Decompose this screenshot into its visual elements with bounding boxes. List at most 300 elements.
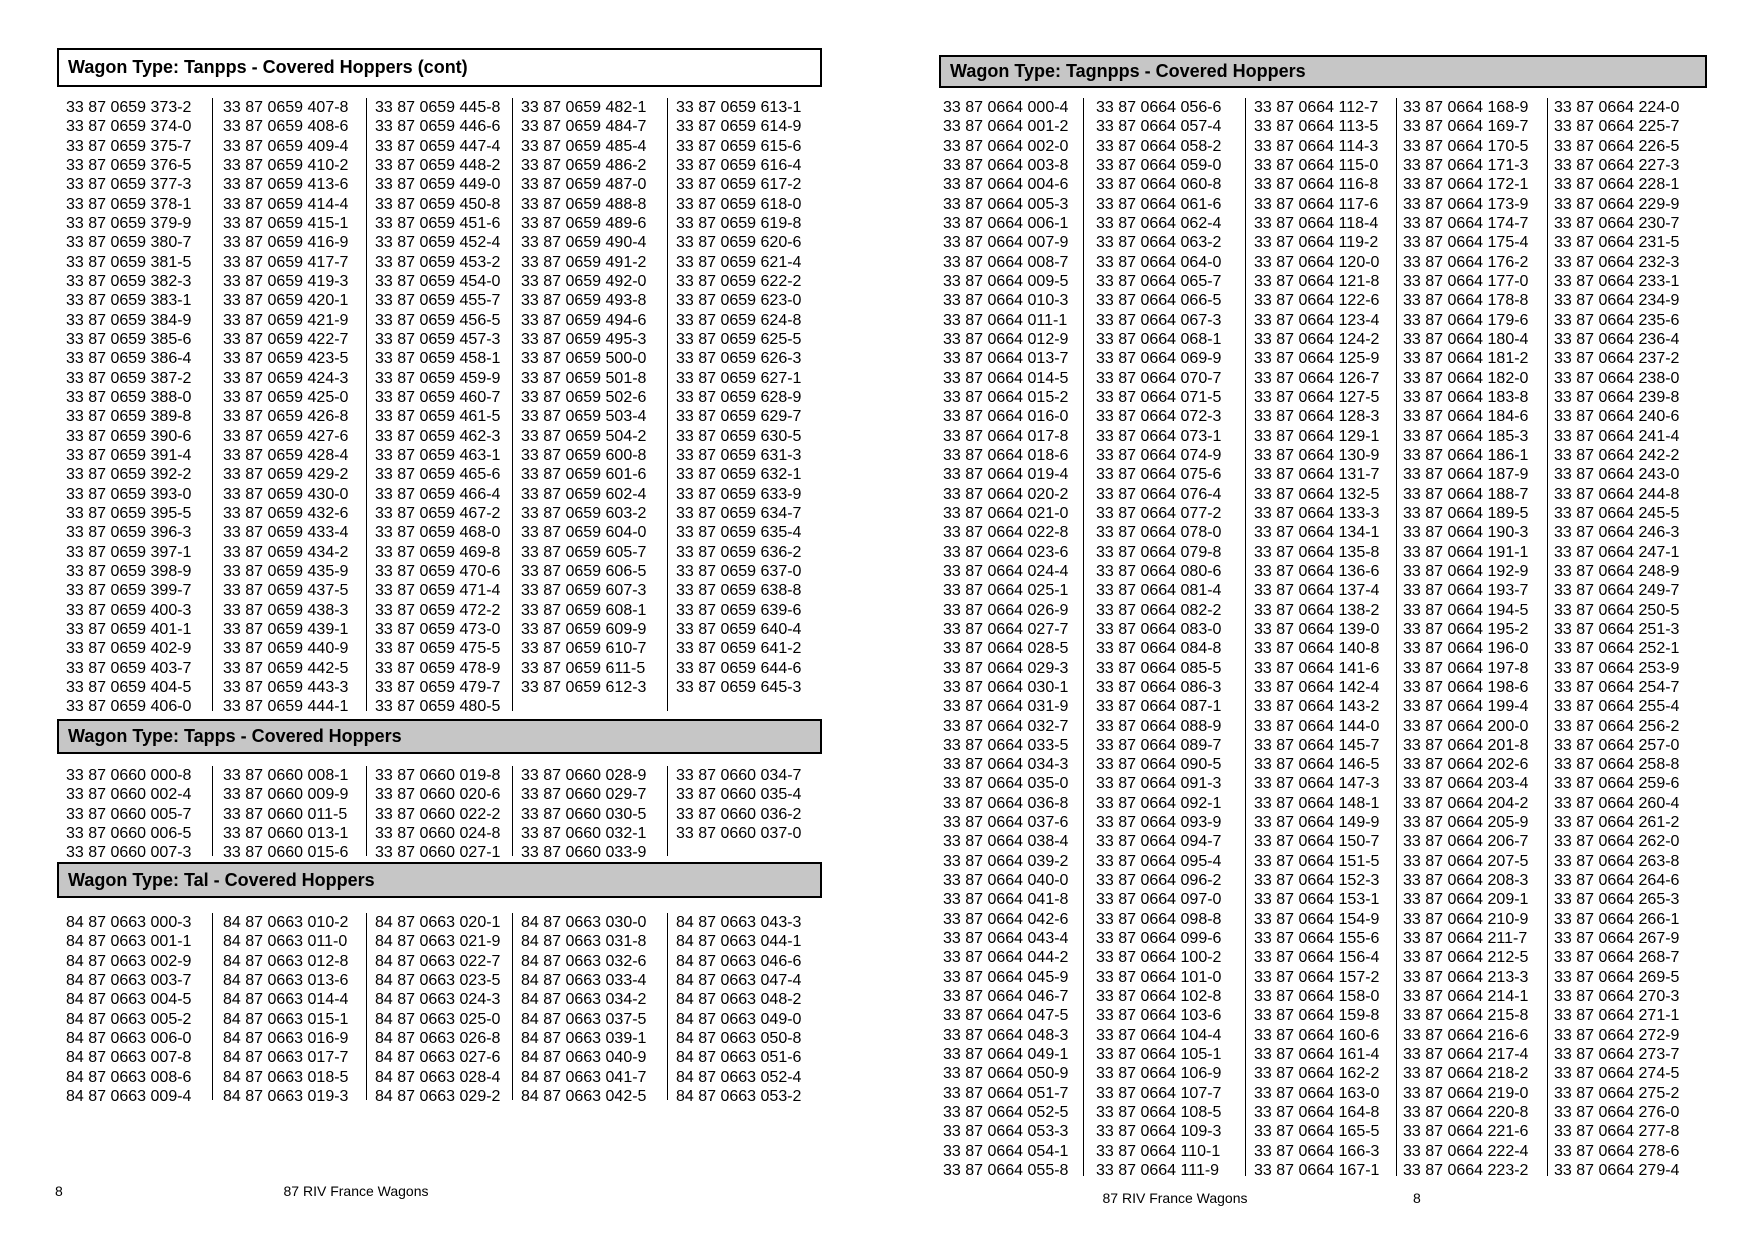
wagon-number: 84 87 0663 039-1 xyxy=(521,1029,647,1047)
wagon-number: 33 87 0659 471-4 xyxy=(375,582,501,600)
wagon-number: 33 87 0664 186-1 xyxy=(1403,446,1529,464)
wagon-number: 33 87 0664 173-9 xyxy=(1403,195,1529,213)
wagon-number: 84 87 0663 019-3 xyxy=(223,1087,349,1105)
wagon-number: 33 87 0664 162-2 xyxy=(1254,1065,1380,1083)
wagon-number: 33 87 0660 036-2 xyxy=(676,805,802,823)
wagon-number: 33 87 0664 003-8 xyxy=(943,156,1069,174)
wagon-number: 33 87 0664 210-9 xyxy=(1403,910,1529,928)
wagon-number: 33 87 0664 090-5 xyxy=(1096,756,1222,774)
wagon-number: 33 87 0659 457-3 xyxy=(375,330,501,348)
wagon-number: 33 87 0664 014-5 xyxy=(943,369,1069,387)
wagon-number: 84 87 0663 001-1 xyxy=(66,933,192,951)
wagon-number: 33 87 0664 262-0 xyxy=(1554,833,1680,851)
wagon-number: 33 87 0664 080-6 xyxy=(1096,562,1222,580)
wagon-number: 33 87 0664 050-9 xyxy=(943,1065,1069,1083)
wagon-number: 33 87 0664 184-6 xyxy=(1403,408,1529,426)
wagon-number: 33 87 0659 624-8 xyxy=(676,311,802,329)
wagon-number: 33 87 0664 044-2 xyxy=(943,949,1069,967)
wagon-number: 33 87 0664 279-4 xyxy=(1554,1162,1680,1180)
wagon-number: 84 87 0663 031-8 xyxy=(521,933,647,951)
wagon-number: 84 87 0663 052-4 xyxy=(676,1068,802,1086)
wagon-number: 33 87 0659 427-6 xyxy=(223,427,349,445)
wagon-number: 84 87 0663 029-2 xyxy=(375,1087,501,1105)
wagon-number: 33 87 0664 277-8 xyxy=(1554,1123,1680,1141)
wagon-number: 33 87 0659 486-2 xyxy=(521,156,647,174)
wagon-number: 33 87 0659 467-2 xyxy=(375,504,501,522)
wagon-number: 33 87 0664 268-7 xyxy=(1554,949,1680,967)
wagon-number: 33 87 0664 049-1 xyxy=(943,1046,1069,1064)
wagon-number: 33 87 0664 076-4 xyxy=(1096,485,1222,503)
wagon-number: 33 87 0659 488-8 xyxy=(521,195,647,213)
wagon-number: 33 87 0659 641-2 xyxy=(676,640,802,658)
wagon-number: 33 87 0659 373-2 xyxy=(66,99,192,116)
wagon-number: 33 87 0659 495-3 xyxy=(521,330,647,348)
wagon-number: 33 87 0664 160-6 xyxy=(1254,1026,1380,1044)
wagon-number: 84 87 0663 011-0 xyxy=(223,933,348,951)
wagon-number: 33 87 0664 010-3 xyxy=(943,292,1069,310)
wagon-number: 33 87 0659 463-1 xyxy=(375,446,501,464)
wagon-number: 84 87 0663 000-3 xyxy=(66,914,192,931)
wagon-number: 33 87 0659 406-0 xyxy=(66,698,192,716)
wagon-number: 33 87 0664 043-4 xyxy=(943,930,1069,948)
wagon-number: 33 87 0664 230-7 xyxy=(1554,214,1680,232)
wagon-number: 84 87 0663 048-2 xyxy=(676,991,802,1009)
wagon-number: 33 87 0664 088-9 xyxy=(1096,717,1222,735)
wagon-number: 33 87 0664 236-4 xyxy=(1554,330,1680,348)
wagon-number: 33 87 0664 243-0 xyxy=(1554,466,1680,484)
wagon-number: 33 87 0659 614-9 xyxy=(676,118,802,136)
wagon-number: 33 87 0659 375-7 xyxy=(66,137,192,155)
wagon-number: 33 87 0659 391-4 xyxy=(66,446,192,464)
wagon-number: 33 87 0664 115-0 xyxy=(1254,156,1379,174)
wagon-number: 33 87 0659 458-1 xyxy=(375,350,501,368)
section-table-tagnpps xyxy=(939,92,1707,1180)
wagon-number: 33 87 0660 009-9 xyxy=(223,786,349,804)
wagon-number: 84 87 0663 043-3 xyxy=(676,914,802,931)
wagon-number: 33 87 0664 151-5 xyxy=(1254,852,1380,870)
wagon-number: 33 87 0664 019-4 xyxy=(943,466,1069,484)
wagon-number: 33 87 0664 204-2 xyxy=(1403,794,1529,812)
wagon-number: 33 87 0659 432-6 xyxy=(223,504,349,522)
wagon-number: 33 87 0664 091-3 xyxy=(1096,775,1222,793)
wagon-number: 33 87 0659 494-6 xyxy=(521,311,647,329)
wagon-number: 33 87 0664 219-0 xyxy=(1403,1084,1529,1102)
wagon-number: 33 87 0660 020-6 xyxy=(375,786,501,804)
wagon-number: 33 87 0659 380-7 xyxy=(66,234,192,252)
wagon-number: 33 87 0659 410-2 xyxy=(223,156,349,174)
wagon-number: 33 87 0664 054-1 xyxy=(943,1142,1069,1160)
wagon-number: 33 87 0659 633-9 xyxy=(676,485,802,503)
wagon-number: 33 87 0664 238-0 xyxy=(1554,369,1680,387)
wagon-number: 33 87 0659 440-9 xyxy=(223,640,349,658)
wagon-number: 33 87 0659 404-5 xyxy=(66,678,192,696)
wagon-number: 84 87 0663 026-8 xyxy=(375,1029,501,1047)
wagon-number: 33 87 0664 017-8 xyxy=(943,427,1069,445)
wagon-number: 33 87 0664 187-9 xyxy=(1403,466,1529,484)
wagon-number: 33 87 0660 027-1 xyxy=(375,844,501,862)
wagon-number: 33 87 0659 475-5 xyxy=(375,640,501,658)
wagon-number: 33 87 0664 140-8 xyxy=(1254,640,1380,658)
wagon-number: 84 87 0663 032-6 xyxy=(521,952,647,970)
wagon-number: 33 87 0664 072-3 xyxy=(1096,408,1222,426)
wagon-number: 33 87 0659 607-3 xyxy=(521,582,647,600)
wagon-number: 33 87 0659 383-1 xyxy=(66,292,192,310)
wagon-number: 33 87 0664 025-1 xyxy=(943,582,1069,600)
wagon-number: 33 87 0664 221-6 xyxy=(1403,1123,1529,1141)
wagon-number: 84 87 0663 046-6 xyxy=(676,952,802,970)
wagon-number: 33 87 0659 429-2 xyxy=(223,466,349,484)
wagon-number: 33 87 0659 437-5 xyxy=(223,582,349,600)
wagon-number: 33 87 0664 154-9 xyxy=(1254,910,1380,928)
wagon-number: 33 87 0664 242-2 xyxy=(1554,446,1680,464)
wagon-number: 33 87 0659 469-8 xyxy=(375,543,501,561)
wagon-number: 33 87 0664 119-2 xyxy=(1254,234,1379,252)
wagon-number: 33 87 0659 639-6 xyxy=(676,601,802,619)
wagon-number: 33 87 0664 220-8 xyxy=(1403,1104,1529,1122)
wagon-number: 33 87 0659 454-0 xyxy=(375,272,501,290)
wagon-number: 33 87 0664 274-5 xyxy=(1554,1065,1680,1083)
wagon-number: 84 87 0663 006-0 xyxy=(66,1029,192,1047)
wagon-number: 33 87 0659 604-0 xyxy=(521,524,647,542)
wagon-number: 33 87 0664 023-6 xyxy=(943,543,1069,561)
wagon-number: 33 87 0659 638-8 xyxy=(676,582,802,600)
wagon-number: 84 87 0663 033-4 xyxy=(521,971,647,989)
wagon-number: 33 87 0659 606-5 xyxy=(521,562,647,580)
wagon-number: 33 87 0660 008-1 xyxy=(223,767,349,784)
wagon-number: 33 87 0664 027-7 xyxy=(943,620,1069,638)
wagon-number: 33 87 0664 185-3 xyxy=(1403,427,1529,445)
wagon-number: 33 87 0664 068-1 xyxy=(1096,330,1222,348)
wagon-number: 33 87 0660 007-3 xyxy=(66,844,192,862)
wagon-number: 33 87 0659 635-4 xyxy=(676,524,802,542)
wagon-number: 33 87 0664 026-9 xyxy=(943,601,1069,619)
wagon-number: 33 87 0659 473-0 xyxy=(375,620,501,638)
wagon-number: 33 87 0659 407-8 xyxy=(223,99,349,116)
wagon-number: 33 87 0664 061-6 xyxy=(1096,195,1222,213)
wagon-number: 33 87 0660 000-8 xyxy=(66,767,192,784)
wagon-number: 33 87 0664 156-4 xyxy=(1254,949,1380,967)
wagon-number: 33 87 0664 263-8 xyxy=(1554,852,1680,870)
wagon-number: 33 87 0664 143-2 xyxy=(1254,698,1380,716)
wagon-number: 33 87 0664 183-8 xyxy=(1403,388,1529,406)
wagon-number: 33 87 0660 033-9 xyxy=(521,844,647,862)
wagon-number: 33 87 0664 147-3 xyxy=(1254,775,1380,793)
wagon-number: 33 87 0664 170-5 xyxy=(1403,137,1529,155)
wagon-number: 33 87 0664 271-1 xyxy=(1554,1007,1680,1025)
wagon-number: 33 87 0659 382-3 xyxy=(66,272,192,290)
wagon-number: 33 87 0664 040-0 xyxy=(943,872,1069,890)
wagon-number: 33 87 0664 093-9 xyxy=(1096,814,1222,832)
wagon-number: 33 87 0659 628-9 xyxy=(676,388,802,406)
wagon-number: 33 87 0664 194-5 xyxy=(1403,601,1529,619)
wagon-number: 33 87 0664 005-3 xyxy=(943,195,1069,213)
wagon-number: 84 87 0663 025-0 xyxy=(375,1010,501,1028)
wagon-number: 33 87 0664 069-9 xyxy=(1096,350,1222,368)
wagon-number: 33 87 0664 112-7 xyxy=(1254,99,1379,116)
wagon-number: 33 87 0664 227-3 xyxy=(1554,156,1680,174)
wagon-number: 33 87 0664 122-6 xyxy=(1254,292,1380,310)
wagon-number: 84 87 0663 030-0 xyxy=(521,914,647,931)
wagon-number: 33 87 0664 172-1 xyxy=(1403,176,1529,194)
wagon-number-column-5 xyxy=(667,766,822,856)
wagon-number: 33 87 0664 127-5 xyxy=(1254,388,1380,406)
wagon-number: 84 87 0663 020-1 xyxy=(375,914,501,931)
wagon-number: 33 87 0664 142-4 xyxy=(1254,678,1380,696)
wagon-number: 84 87 0663 050-8 xyxy=(676,1029,802,1047)
wagon-number: 33 87 0664 169-7 xyxy=(1403,118,1529,136)
wagon-number: 33 87 0659 501-8 xyxy=(521,369,647,387)
wagon-number: 33 87 0659 615-6 xyxy=(676,137,802,155)
wagon-number: 33 87 0660 006-5 xyxy=(66,824,192,842)
wagon-number: 33 87 0664 235-6 xyxy=(1554,311,1680,329)
wagon-number: 33 87 0664 060-8 xyxy=(1096,176,1222,194)
wagon-number: 33 87 0664 250-5 xyxy=(1554,601,1680,619)
wagon-number-column-5 xyxy=(1547,98,1707,1180)
wagon-number: 33 87 0659 435-9 xyxy=(223,562,349,580)
wagon-number: 33 87 0664 013-7 xyxy=(943,350,1069,368)
wagon-number: 33 87 0664 198-6 xyxy=(1403,678,1529,696)
wagon-number: 33 87 0664 257-0 xyxy=(1554,736,1680,754)
wagon-number: 33 87 0664 241-4 xyxy=(1554,427,1680,445)
wagon-number: 33 87 0659 605-7 xyxy=(521,543,647,561)
wagon-number: 33 87 0659 420-1 xyxy=(223,292,349,310)
wagon-number: 33 87 0664 174-7 xyxy=(1403,214,1529,232)
wagon-number: 33 87 0659 401-1 xyxy=(66,620,192,638)
wagon-number: 33 87 0664 167-1 xyxy=(1254,1162,1380,1180)
wagon-number: 33 87 0664 037-6 xyxy=(943,814,1069,832)
wagon-number: 33 87 0664 178-8 xyxy=(1403,292,1529,310)
wagon-number: 33 87 0659 377-3 xyxy=(66,176,192,194)
wagon-number: 84 87 0663 028-4 xyxy=(375,1068,501,1086)
wagon-number: 33 87 0659 384-9 xyxy=(66,311,192,329)
section-header-tanpps: Wagon Type: Tanpps - Covered Hoppers (cont) xyxy=(57,48,822,87)
wagon-number: 33 87 0664 123-4 xyxy=(1254,311,1380,329)
wagon-number: 33 87 0664 251-3 xyxy=(1554,620,1680,638)
wagon-number: 33 87 0664 029-3 xyxy=(943,659,1069,677)
wagon-number: 33 87 0659 449-0 xyxy=(375,176,501,194)
wagon-number: 84 87 0663 047-4 xyxy=(676,971,802,989)
section-header-tapps: Wagon Type: Tapps - Covered Hoppers xyxy=(57,719,822,754)
wagon-number: 33 87 0664 128-3 xyxy=(1254,408,1380,426)
wagon-number: 33 87 0664 180-4 xyxy=(1403,330,1529,348)
wagon-number: 33 87 0659 428-4 xyxy=(223,446,349,464)
wagon-number: 33 87 0659 393-0 xyxy=(66,485,192,503)
wagon-number-column-5 xyxy=(667,98,822,711)
wagon-number: 33 87 0664 131-7 xyxy=(1254,466,1380,484)
wagon-number: 33 87 0659 623-0 xyxy=(676,292,802,310)
wagon-number: 33 87 0659 620-6 xyxy=(676,234,802,252)
wagon-number-column-1 xyxy=(57,98,212,716)
wagon-number: 33 87 0659 622-2 xyxy=(676,272,802,290)
wagon-number: 84 87 0663 053-2 xyxy=(676,1087,802,1105)
wagon-number: 33 87 0659 627-1 xyxy=(676,369,802,387)
wagon-number: 33 87 0664 239-8 xyxy=(1554,388,1680,406)
wagon-number: 33 87 0664 105-1 xyxy=(1096,1046,1222,1064)
wagon-number: 33 87 0664 113-5 xyxy=(1254,118,1379,136)
wagon-number: 33 87 0664 149-9 xyxy=(1254,814,1380,832)
wagon-number: 33 87 0664 278-6 xyxy=(1554,1142,1680,1160)
wagon-number: 33 87 0659 422-7 xyxy=(223,330,349,348)
wagon-number: 33 87 0660 030-5 xyxy=(521,805,647,823)
wagon-number: 33 87 0664 267-9 xyxy=(1554,930,1680,948)
wagon-number-column-4 xyxy=(512,98,667,711)
wagon-number: 33 87 0659 612-3 xyxy=(521,678,647,696)
wagon-number: 33 87 0664 157-2 xyxy=(1254,968,1380,986)
wagon-number: 33 87 0660 011-5 xyxy=(223,805,348,823)
wagon-number: 33 87 0664 084-8 xyxy=(1096,640,1222,658)
wagon-number: 33 87 0659 459-9 xyxy=(375,369,501,387)
wagon-number: 33 87 0664 195-2 xyxy=(1403,620,1529,638)
wagon-number: 33 87 0660 019-8 xyxy=(375,767,501,784)
wagon-number: 33 87 0664 237-2 xyxy=(1554,350,1680,368)
wagon-number: 33 87 0664 097-0 xyxy=(1096,891,1222,909)
wagon-number: 33 87 0664 188-7 xyxy=(1403,485,1529,503)
section-table-tanpps xyxy=(57,92,822,716)
wagon-number: 33 87 0659 610-7 xyxy=(521,640,647,658)
wagon-number: 33 87 0664 016-0 xyxy=(943,408,1069,426)
wagon-number: 33 87 0664 234-9 xyxy=(1554,292,1680,310)
wagon-number: 33 87 0664 254-7 xyxy=(1554,678,1680,696)
wagon-number: 33 87 0664 196-0 xyxy=(1403,640,1529,658)
wagon-number: 33 87 0659 409-4 xyxy=(223,137,349,155)
wagon-number: 33 87 0664 022-8 xyxy=(943,524,1069,542)
wagon-number: 33 87 0664 032-7 xyxy=(943,717,1069,735)
wagon-number: 33 87 0664 031-9 xyxy=(943,698,1069,716)
wagon-number: 33 87 0664 171-3 xyxy=(1403,156,1529,174)
wagon-number: 33 87 0664 042-6 xyxy=(943,910,1069,928)
wagon-number: 33 87 0664 107-7 xyxy=(1096,1084,1222,1102)
page-number-left: 8 xyxy=(55,1183,63,1199)
wagon-number: 33 87 0664 002-0 xyxy=(943,137,1069,155)
wagon-number: 33 87 0659 450-8 xyxy=(375,195,501,213)
wagon-number: 33 87 0659 379-9 xyxy=(66,214,192,232)
wagon-number: 33 87 0664 056-6 xyxy=(1096,99,1222,116)
wagon-number: 33 87 0664 199-4 xyxy=(1403,698,1529,716)
wagon-number: 33 87 0664 079-8 xyxy=(1096,543,1222,561)
wagon-number: 33 87 0664 108-5 xyxy=(1096,1104,1222,1122)
section-header-tagnpps: Wagon Type: Tagnpps - Covered Hoppers xyxy=(939,55,1707,88)
wagon-number: 33 87 0664 063-2 xyxy=(1096,234,1222,252)
wagon-number: 33 87 0664 177-0 xyxy=(1403,272,1529,290)
wagon-number: 33 87 0659 387-2 xyxy=(66,369,192,387)
wagon-number: 33 87 0659 374-0 xyxy=(66,118,192,136)
wagon-number: 84 87 0663 040-9 xyxy=(521,1049,647,1067)
wagon-number: 33 87 0664 125-9 xyxy=(1254,350,1380,368)
wagon-number: 33 87 0659 608-1 xyxy=(521,601,647,619)
wagon-number: 33 87 0659 419-3 xyxy=(223,272,349,290)
wagon-number: 33 87 0664 011-1 xyxy=(943,311,1068,329)
footer-title-left: 87 RIV France Wagons xyxy=(283,1183,429,1199)
wagon-number: 33 87 0659 644-6 xyxy=(676,659,802,677)
wagon-number: 33 87 0659 466-4 xyxy=(375,485,501,503)
section-table-tal xyxy=(57,905,822,1105)
wagon-number: 33 87 0664 111-9 xyxy=(1096,1162,1220,1180)
wagon-number: 33 87 0664 012-9 xyxy=(943,330,1069,348)
wagon-number: 33 87 0659 397-1 xyxy=(66,543,192,561)
wagon-number: 84 87 0663 037-5 xyxy=(521,1010,647,1028)
wagon-number: 33 87 0664 085-5 xyxy=(1096,659,1222,677)
wagon-number: 33 87 0659 640-4 xyxy=(676,620,802,638)
wagon-number: 33 87 0664 144-0 xyxy=(1254,717,1380,735)
wagon-number: 33 87 0659 621-4 xyxy=(676,253,802,271)
wagon-number: 33 87 0659 390-6 xyxy=(66,427,192,445)
wagon-number: 33 87 0664 159-8 xyxy=(1254,1007,1380,1025)
wagon-number-column-2 xyxy=(212,98,366,716)
wagon-number: 33 87 0659 403-7 xyxy=(66,659,192,677)
wagon-number: 33 87 0659 456-5 xyxy=(375,311,501,329)
wagon-number: 33 87 0659 631-3 xyxy=(676,446,802,464)
wagon-number: 33 87 0659 630-5 xyxy=(676,427,802,445)
wagon-number: 33 87 0664 193-7 xyxy=(1403,582,1529,600)
wagon-number: 33 87 0664 232-3 xyxy=(1554,253,1680,271)
wagon-number: 33 87 0664 092-1 xyxy=(1096,794,1222,812)
wagon-number: 33 87 0659 446-6 xyxy=(375,118,501,136)
wagon-number: 33 87 0664 048-3 xyxy=(943,1026,1069,1044)
wagon-number: 33 87 0664 211-7 xyxy=(1403,930,1528,948)
wagon-number: 33 87 0664 007-9 xyxy=(943,234,1069,252)
wagon-number: 33 87 0664 182-0 xyxy=(1403,369,1529,387)
wagon-number: 33 87 0664 015-2 xyxy=(943,388,1069,406)
wagon-number: 33 87 0664 223-2 xyxy=(1403,1162,1529,1180)
wagon-number: 33 87 0664 052-5 xyxy=(943,1104,1069,1122)
wagon-number: 33 87 0659 389-8 xyxy=(66,408,192,426)
wagon-number-column-4 xyxy=(512,913,667,1105)
wagon-number: 33 87 0664 253-9 xyxy=(1554,659,1680,677)
wagon-number: 33 87 0664 045-9 xyxy=(943,968,1069,986)
wagon-number: 33 87 0659 490-4 xyxy=(521,234,647,252)
wagon-number: 33 87 0664 124-2 xyxy=(1254,330,1380,348)
wagon-number: 33 87 0659 444-1 xyxy=(223,698,349,716)
wagon-number: 33 87 0664 065-7 xyxy=(1096,272,1222,290)
wagon-number: 33 87 0664 121-8 xyxy=(1254,272,1380,290)
wagon-number: 33 87 0664 034-3 xyxy=(943,756,1069,774)
wagon-number: 33 87 0664 095-4 xyxy=(1096,852,1222,870)
wagon-number-column-1 xyxy=(57,913,212,1105)
wagon-number: 33 87 0664 269-5 xyxy=(1554,968,1680,986)
wagon-number: 33 87 0659 381-5 xyxy=(66,253,192,271)
wagon-number: 33 87 0664 200-0 xyxy=(1403,717,1529,735)
wagon-number: 33 87 0659 453-2 xyxy=(375,253,501,271)
wagon-number: 33 87 0664 009-5 xyxy=(943,272,1069,290)
wagon-number: 33 87 0664 051-7 xyxy=(943,1084,1069,1102)
wagon-number: 33 87 0659 485-4 xyxy=(521,137,647,155)
wagon-number: 84 87 0663 003-7 xyxy=(66,971,192,989)
wagon-number: 33 87 0664 225-7 xyxy=(1554,118,1680,136)
wagon-number: 33 87 0664 212-5 xyxy=(1403,949,1529,967)
wagon-number: 33 87 0664 089-7 xyxy=(1096,736,1222,754)
wagon-number: 33 87 0659 619-8 xyxy=(676,214,802,232)
wagon-number: 33 87 0659 502-6 xyxy=(521,388,647,406)
wagon-number-column-3 xyxy=(366,766,512,862)
wagon-number: 33 87 0659 408-6 xyxy=(223,118,349,136)
wagon-number-column-2 xyxy=(1083,98,1245,1180)
wagon-number: 84 87 0663 016-9 xyxy=(223,1029,349,1047)
wagon-number: 33 87 0659 400-3 xyxy=(66,601,192,619)
wagon-number: 33 87 0664 190-3 xyxy=(1403,524,1529,542)
wagon-number: 33 87 0664 273-7 xyxy=(1554,1046,1680,1064)
wagon-number: 33 87 0664 231-5 xyxy=(1554,234,1680,252)
wagon-number: 33 87 0664 033-5 xyxy=(943,736,1069,754)
wagon-number: 33 87 0664 001-2 xyxy=(943,118,1069,136)
wagon-number: 33 87 0660 013-1 xyxy=(223,824,349,842)
wagon-number: 33 87 0664 035-0 xyxy=(943,775,1069,793)
wagon-number: 33 87 0659 482-1 xyxy=(521,99,647,116)
wagon-number: 33 87 0664 030-1 xyxy=(943,678,1069,696)
wagon-number: 33 87 0659 636-2 xyxy=(676,543,802,561)
wagon-number: 84 87 0663 027-6 xyxy=(375,1049,501,1067)
wagon-number: 33 87 0664 276-0 xyxy=(1554,1104,1680,1122)
wagon-number: 33 87 0659 376-5 xyxy=(66,156,192,174)
